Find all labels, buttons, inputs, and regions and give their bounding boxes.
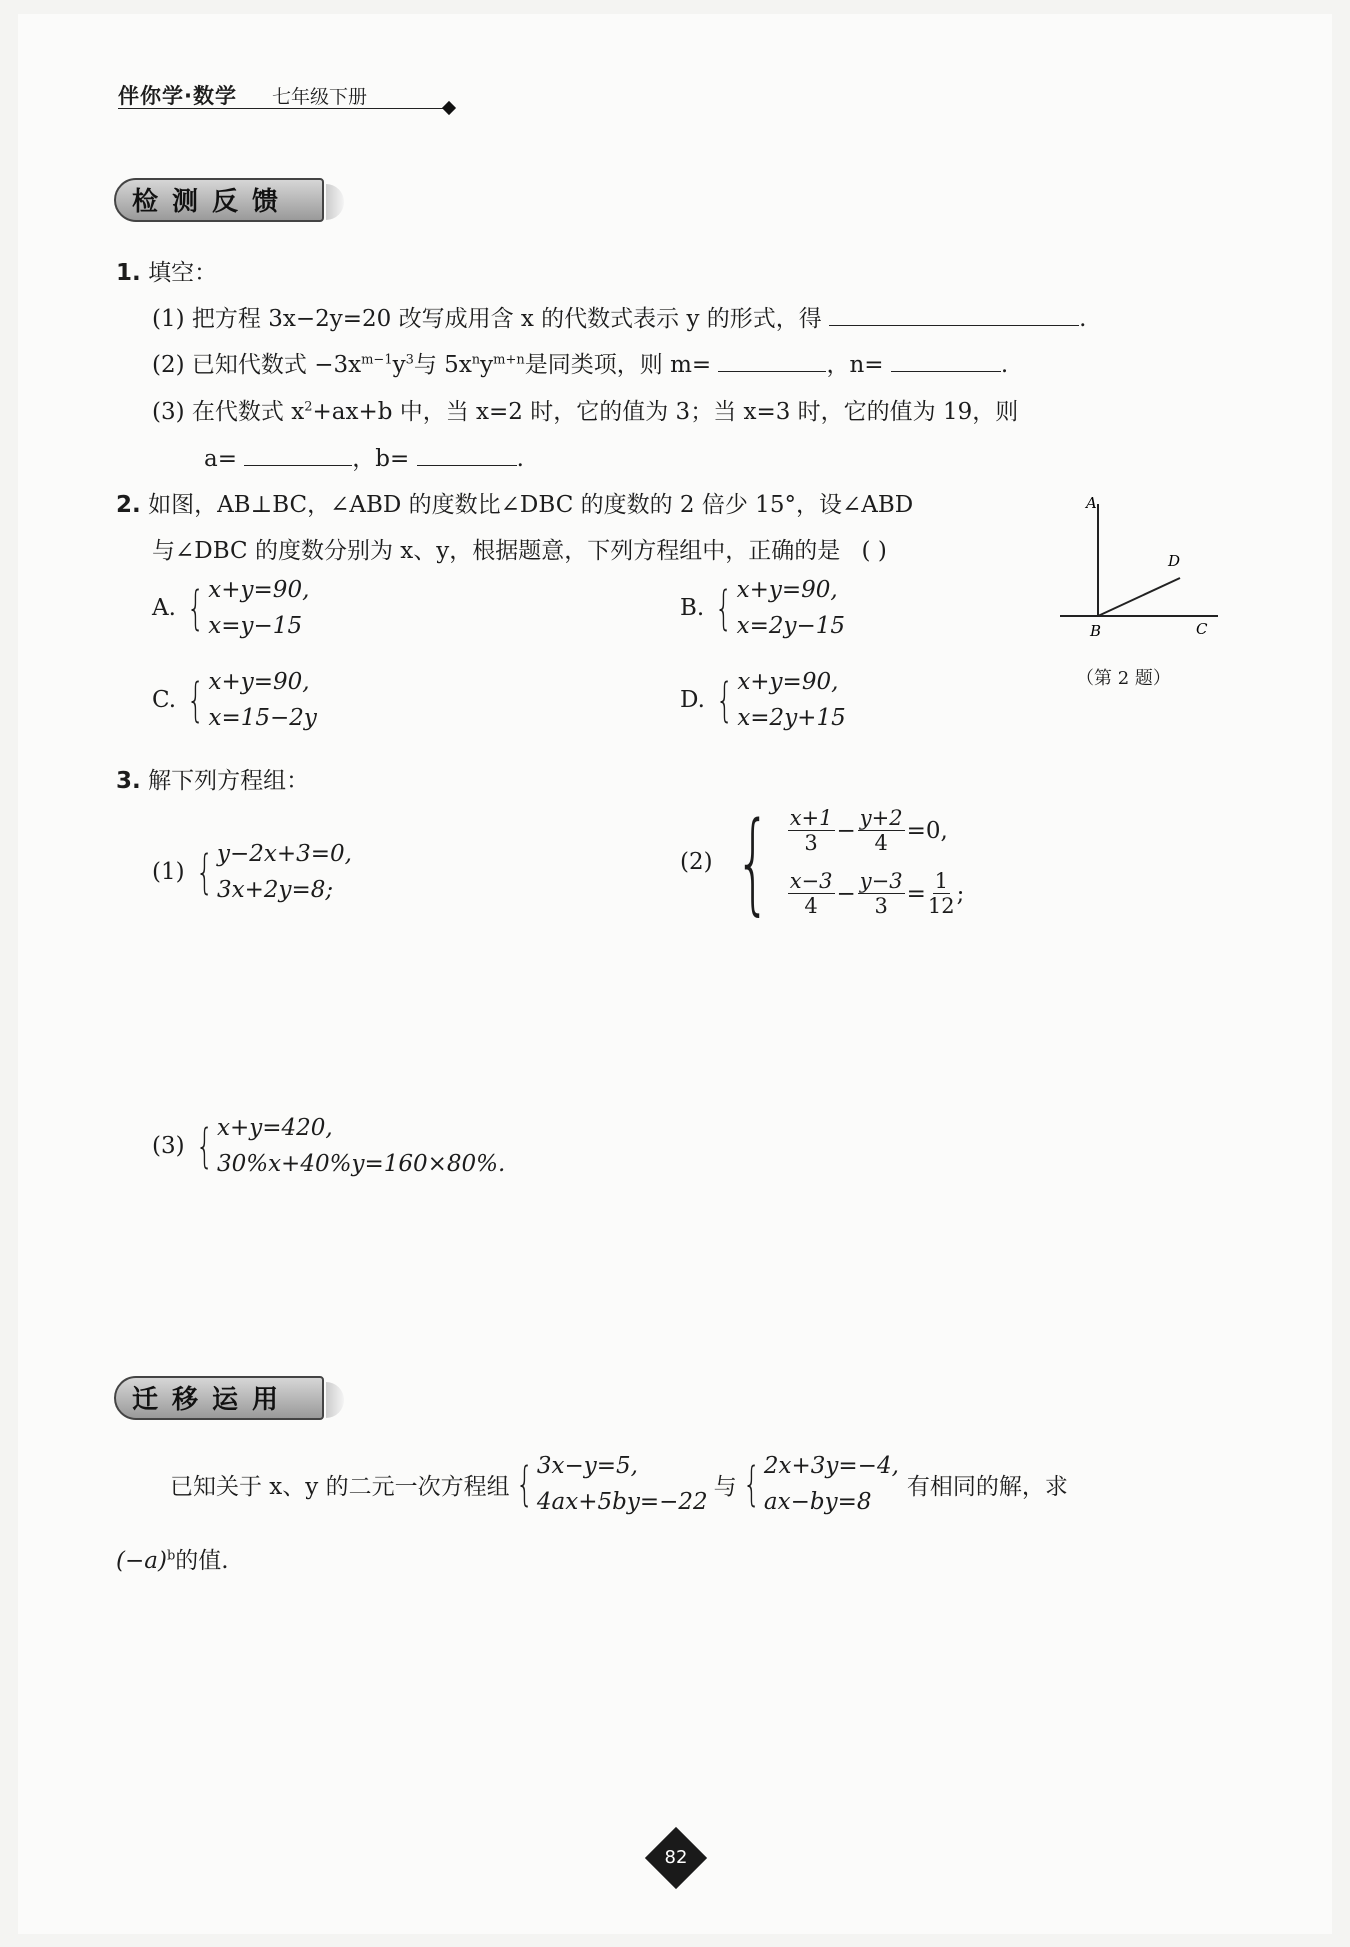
q2-option-d-eq2: x=2y+15 [737, 705, 846, 731]
q3-s2-frac2-num: y+2 [859, 806, 903, 830]
q1-part3 [152, 393, 1018, 426]
q2-text-line1: 如图，AB⊥BC，∠ABD 的度数比∠DBC 的度数的 2 倍少 15°，设∠ABD [148, 492, 914, 518]
q3-label: 解下列方程组： [148, 768, 310, 794]
q3-s2-eq2-equals: = [906, 880, 926, 907]
q2-option-b-eq1: x+y=90, [736, 577, 838, 603]
q3-s2-frac5-num: 1 [934, 869, 948, 893]
page-number: 82 [664, 1847, 688, 1868]
q2-option-d-label: D. [680, 687, 705, 713]
brace-icon: { [715, 673, 734, 727]
q1-part2-blank-m[interactable] [718, 349, 826, 372]
transfer-text-b: 与 [713, 1473, 737, 1500]
q3-system1-eq2: 3x+2y=8; [216, 877, 334, 903]
section-tag-feedback: 检测反馈 [114, 178, 324, 222]
q3-s2-frac2-den: 4 [874, 831, 888, 855]
q2-option-b-label: B. [680, 595, 705, 621]
q3-system3-index: (3) [152, 1133, 185, 1159]
q3-s2-minus2: − [836, 880, 856, 907]
header-rule [118, 108, 448, 109]
q2-option-a-eq2: x=y−15 [208, 613, 303, 639]
q2-option-a-label: A. [152, 595, 176, 621]
q2-option-c[interactable] [152, 664, 317, 736]
q1-part2-text-f: ，n= [826, 352, 884, 378]
q3-s2-frac3-num: x−3 [789, 869, 833, 893]
q1-number: 1. [116, 260, 141, 286]
q1-part1: (1) 把方程 3x−2y=20 改写成用含 x 的代数式表示 y 的形式，得 . [152, 300, 1086, 333]
q2-option-b[interactable] [680, 572, 845, 644]
q1-part2-text-c: 与 5x [413, 352, 472, 378]
header-subtitle: 七年级下册 [272, 86, 368, 108]
q2-option-b-eq2: x=2y−15 [736, 613, 846, 639]
q3-s2-frac4-num: y−3 [859, 869, 903, 893]
transfer-sys1-eq2: 4ax+5by=−22 [536, 1489, 708, 1515]
q2-answer-paren[interactable]: ( ) [861, 538, 887, 564]
q3-system3-eq1: x+y=420, [216, 1115, 333, 1141]
q3-system1 [152, 836, 352, 908]
transfer-line2-sup: b [166, 1548, 176, 1564]
transfer-problem-line2 [116, 1542, 229, 1575]
q1-part2-text-a: 已知代数式 −3x [191, 352, 362, 378]
q2-line1 [116, 486, 913, 519]
q2-option-a-eq1: x+y=90, [208, 577, 310, 603]
q3-s2-frac4-den: 3 [874, 894, 888, 918]
transfer-sys2-eq1: 2x+3y=−4, [763, 1453, 899, 1479]
q1-part3-text-b: +ax+b 中，当 x=2 时，它的值为 3；当 x=3 时，它的值为 19，则 [312, 399, 1019, 425]
q3-system2-index: (2) [680, 849, 713, 875]
q1-part2-text-b: y [392, 352, 406, 378]
q2-number: 2. [116, 492, 141, 518]
point-b-label: B [1090, 622, 1102, 640]
q2-option-c-eq2: x=15−2y [208, 705, 317, 731]
q3-s2-eq1-end: =0, [906, 817, 948, 844]
transfer-problem-line1 [170, 1448, 1068, 1520]
q2-option-d[interactable] [680, 664, 846, 736]
q1-part2: (2) 已知代数式 $-3x^{m-1}y^3$与 $5x^ny^{m+n}$是同类项，则 m= ，n= . [152, 346, 1008, 379]
q3-system1-eq1: y−2x+3=0, [216, 841, 352, 867]
brace-icon: { [735, 798, 771, 926]
brace-icon: { [515, 1457, 534, 1511]
q1-part2-blank-n[interactable] [891, 349, 1001, 372]
point-a-label: A [1086, 494, 1097, 512]
q3-heading [116, 762, 309, 795]
q1-part2-index: (2) [152, 352, 185, 378]
q1-part2-sup3: n [471, 352, 481, 368]
q1-part3-sup: 2 [304, 399, 313, 415]
q2-option-c-label: C. [152, 687, 177, 713]
q1-part2-sup4: m+n [493, 352, 525, 368]
transfer-line2-a: (−a) [116, 1548, 167, 1574]
q1-part3-blank-b[interactable] [417, 443, 517, 466]
brace-icon: { [715, 581, 733, 635]
header-title: 伴你学·数学 [118, 84, 237, 108]
q3-s2-frac1-den: 3 [804, 831, 818, 855]
q1-heading [116, 254, 217, 287]
q1-part3-text-a: 在代数式 x [191, 399, 305, 425]
q1-part3-text-c: a= [204, 446, 237, 472]
q2-option-c-eq1: x+y=90, [208, 669, 310, 695]
q2-option-a[interactable] [152, 572, 309, 644]
q1-part2-sup1: m−1 [361, 352, 393, 368]
q3-system1-index: (1) [152, 859, 185, 885]
q1-part1-blank[interactable] [829, 303, 1079, 326]
q3-system3-eq2: 30%x+40%y=160×80%. [216, 1151, 506, 1177]
brace-icon: { [186, 581, 205, 635]
q2-figure [1050, 486, 1230, 646]
q1-part2-text-d: y [480, 352, 494, 378]
q1-part3-blank-a[interactable] [244, 443, 352, 466]
segment-bd [1098, 578, 1180, 616]
point-d-label: D [1168, 552, 1181, 570]
brace-icon: { [187, 673, 205, 727]
transfer-text-a: 已知关于 x、y 的二元一次方程组 [170, 1473, 510, 1500]
transfer-sys1-eq1: 3x−y=5, [536, 1453, 638, 1479]
brace-icon: { [195, 845, 214, 899]
q3-s2-frac3-den: 4 [804, 894, 818, 918]
q1-label: 填空： [148, 260, 218, 286]
transfer-text-c: 有相同的解，求 [906, 1473, 1068, 1500]
q1-part2-sup2: 3 [405, 352, 414, 368]
q1-part3-index: (3) [152, 399, 185, 425]
q3-system3 [152, 1110, 505, 1182]
q1-part3-text-d: ，b= [352, 446, 410, 472]
q1-part2-text-e: 是同类项，则 m= [524, 352, 712, 378]
q1-part1-text: 把方程 3x−2y=20 改写成用含 x 的代数式表示 y 的形式，得 [191, 306, 822, 332]
q3-s2-frac1-num: x+1 [789, 806, 833, 830]
q3-system2 [680, 798, 965, 926]
q3-s2-eq2-end: ; [956, 880, 965, 907]
q1-part1-index: (1) [152, 306, 185, 332]
transfer-sys2-eq2: ax−by=8 [763, 1489, 872, 1515]
brace-icon: { [195, 1119, 214, 1173]
q2-line2 [152, 532, 887, 565]
q1-part3-line2: a= ，b= . [204, 440, 524, 473]
q3-s2-minus1: − [836, 817, 856, 844]
q2-figure-caption: （第 2 题） [1076, 668, 1171, 689]
q2-text-line2: 与∠DBC 的度数分别为 x、y，根据题意，下列方程组中，正确的是 [152, 538, 841, 564]
point-c-label: C [1196, 620, 1208, 638]
q2-option-d-eq1: x+y=90, [737, 669, 839, 695]
section-tag-transfer: 迁移运用 [114, 1376, 324, 1420]
transfer-line2-b: 的值. [175, 1548, 229, 1574]
q3-s2-frac5-den: 12 [927, 894, 955, 918]
brace-icon: { [742, 1457, 761, 1511]
q3-number: 3. [116, 768, 141, 794]
